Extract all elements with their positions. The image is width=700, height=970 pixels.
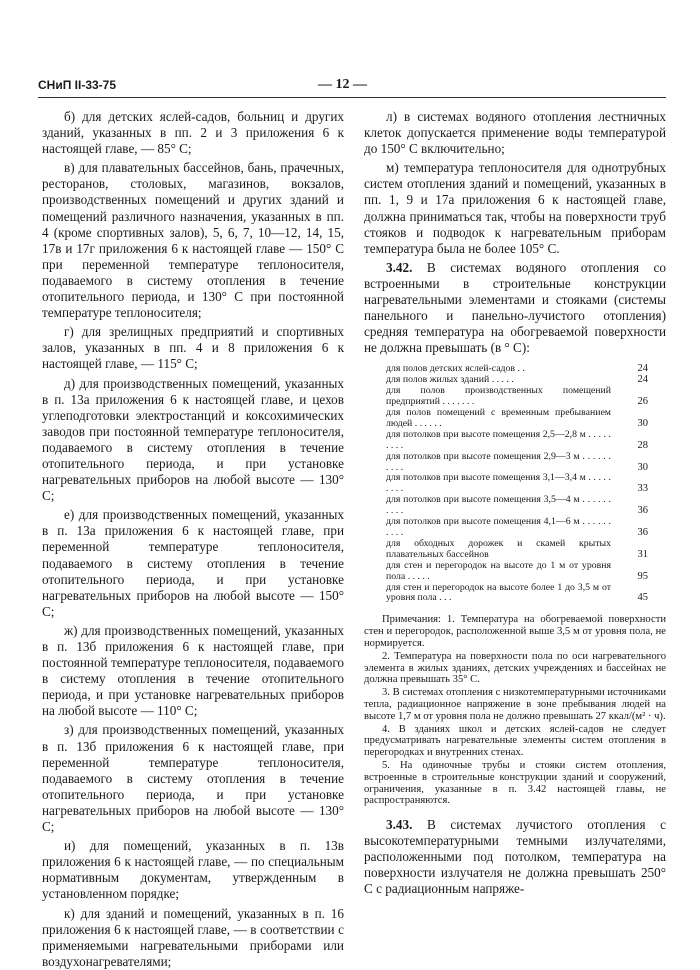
temperature-row (386, 473, 648, 495)
note-1: Примечания: 1. Температура на обогреваемой поверхности стен и перегородок, расположенной выше 3,5 м от уровня пола, не нормируется. (364, 614, 666, 649)
temperature-row-value: 28 (637, 439, 648, 451)
paragraph-z: з) для производственных помещений, указанных в п. 13б приложения 6 к настоящей главе, при переменной температуре теплоносителя, подаваемого в систему отопления в течение отопительного периода, и при установке нагревательных приборов на любой высоте — 130° С; (42, 722, 344, 835)
temperature-row-value: 31 (637, 548, 648, 560)
header-divider (38, 97, 666, 98)
right-column (364, 109, 666, 898)
temperature-row (386, 561, 648, 583)
paragraph-m: м) температура теплоносителя для однотрубных систем отопления зданий и помещений, указанных в пп. 1, 9 и 17а приложения 6 к настоящей главе, должна приниматься так, чтобы на поверхности труб стояков и подводок к нагревательным приборам температура была не более 105° С. (364, 160, 666, 256)
page-number: — 12 — (318, 77, 367, 92)
paragraph-k: к) для зданий и помещений, указанных в п. 16 приложения 6 к настоящей главе, — в соответствии с применяемыми нагревательными приборами или воздухонагревателями; (42, 905, 344, 969)
temperature-row-value: 33 (637, 483, 648, 495)
temperature-table (386, 364, 648, 604)
temperature-row (386, 430, 648, 452)
temperature-row (386, 495, 648, 517)
clause-3-43 (364, 817, 666, 897)
temperature-row-label: для стен и перегородок на высоте до 1 м от уровня пола . . . . . (386, 559, 611, 582)
temperature-row-label: для потолков при высоте помещения 3,1—3,4 м . . . . . . . . . (386, 472, 611, 495)
temperature-row-value: 24 (637, 363, 648, 375)
temperature-row-label: для полов детских яслей-садов . . (386, 363, 525, 375)
clause-3-42-text: В системах водяного отопления со встроенными в строительные конструкции нагревательными элементами и стояками (системы панельного и панельно-лучистого отопления) средняя температура на обогреваемой поверхности не должна превышать (в ° С): (364, 259, 666, 356)
paragraph-i: и) для помещений, указанных в п. 13в приложения 6 к настоящей главе, — по специальным нормативным документам, утвержденным в установленном порядке; (42, 838, 344, 902)
paragraph-v: в) для плавательных бассейнов, бань, прачечных, ресторанов, столовых, магазинов, вокзалов, производственных помещений и других зданий и помещений различного назначения, указанных в пп. 4 (кроме спортивных залов), 5, 6, 7, 10—12, 14, 15, 17в и 17г приложения 6 к настоящей главе — 150° С при переменной температуре теплоносителя, подаваемого в систему отопления в течение отопительного периода, и 130° С при постоянной температуре теплоносителя; (42, 160, 344, 321)
temperature-row-value: 36 (637, 527, 648, 538)
paragraph-e: е) для производственных помещений, указанных в п. 13а приложения 6 к настоящей главе, при переменной температуре теплоносителя, подаваемого в систему отопления в течение отопительного периода, и при установке нагревательных приборов на любой высоте — 150° С; (42, 507, 344, 619)
temperature-row (386, 583, 648, 605)
temperature-row-label: для потолков при высоте помещения 4,1—6 м . . . . . . . . . . (386, 516, 611, 538)
temperature-row-value: 95 (637, 570, 648, 582)
temperature-row-value: 45 (637, 592, 648, 604)
paragraph-b: б) для детских яслей-садов, больниц и других зданий, указанных в пп. 2 и 3 приложения 6 к настоящей главе, — 85° С; (42, 109, 344, 157)
temperature-row (386, 452, 648, 474)
temperature-row-value: 30 (637, 461, 648, 473)
temperature-row-value: 24 (637, 374, 648, 386)
left-column (42, 109, 344, 970)
doc-code: СНиП II-33-75 (38, 78, 117, 92)
temperature-row-label: для обходных дорожек и скамей крытых плавательных бассейнов (386, 537, 611, 560)
clause-3-42-number: 3.42. (386, 259, 413, 275)
temperature-row (386, 408, 648, 430)
temperature-row (386, 517, 648, 539)
temperature-row-label: для полов жилых зданий . . . . . (386, 374, 514, 386)
notes-block (364, 614, 666, 807)
temperature-row-label: для потолков при высоте помещения 2,5—2,8 м . . . . . . . . . (386, 428, 611, 451)
note-4: 4. В зданиях школ и детских яслей-садов не следует предусматривать нагревательные элементы систем отопления в перегородках и внутренних стенах. (364, 723, 666, 759)
temperature-row-label: для полов производственных помещений предприятий . . . . . . . (386, 385, 611, 408)
temperature-row-value: 30 (637, 417, 648, 429)
paragraph-d: д) для производственных помещений, указанных в п. 13а приложения 6 к настоящей главе, и цехов углеподготовки электростанций и коксохимических заводов при постоянной температуре теплоносителя, подаваемого в систему отопления в течение отопительного периода, и при установке нагревательных приборов на любой высоте — 130° С; (42, 375, 344, 504)
note-5: 5. На одиночные трубы и стояки систем отопления, встроенные в строительные конструкции зданий и сооружений, ограничения, указанные в п. 3.42 настоящей главы, не распространяются. (364, 759, 666, 807)
temperature-row-label: для полов помещений с временным пребыванием людей . . . . . . (386, 407, 611, 429)
clause-3-42 (364, 260, 666, 357)
paragraph-zh: ж) для производственных помещений, указанных в п. 13б приложения 6 к настоящей главе, при постоянной температуре теплоносителя, подаваемого в систему отопления в течение отопительного периода, и при установке нагревательных приборов на любой высоте — 110° С; (42, 622, 344, 719)
temperature-row-label: для потолков при высоте помещения 3,5—4 м . . . . . . . . . . (386, 494, 611, 517)
paragraph-g: г) для зрелищных предприятий и спортивных залов, указанных в пп. 4 и 8 приложения 6 к настоящей главе, — 115° С; (42, 324, 344, 372)
temperature-row (386, 539, 648, 561)
temperature-row (386, 386, 648, 408)
temperature-row-value: 36 (637, 505, 648, 517)
paragraph-l: л) в системах водяного отопления лестничных клеток допускается применение воды температурой до 150° С включительно; (364, 109, 666, 157)
temperature-row-label: для потолков при высоте помещения 2,9—3 м . . . . . . . . . . (386, 450, 611, 473)
note-2: 2. Температура на поверхности пола по оси нагревательного элемента в жилых зданиях, детских учреждениях и бассейнах не должна превышать 35° С. (364, 650, 666, 686)
temperature-row-label: для стен и перегородок на высоте более 1 до 3,5 м от уровня пола . . . (386, 581, 611, 604)
clause-3-43-text: В системах лучистого отопления с высокотемпературными темными излучателями, расположенными под потолком, температура на поверхности излучателя не должна превышать 250° С с радиационным напряже- (364, 817, 666, 897)
note-3: 3. В системах отопления с низкотемпературными источниками тепла, радиационное напряжение в зоне пребывания людей на высоте 1,7 м от уровня пола не должно превышать 27 ккал/(м² · ч). (364, 687, 666, 722)
clause-3-43-number: 3.43. (386, 817, 413, 833)
temperature-row-value: 26 (637, 396, 648, 408)
